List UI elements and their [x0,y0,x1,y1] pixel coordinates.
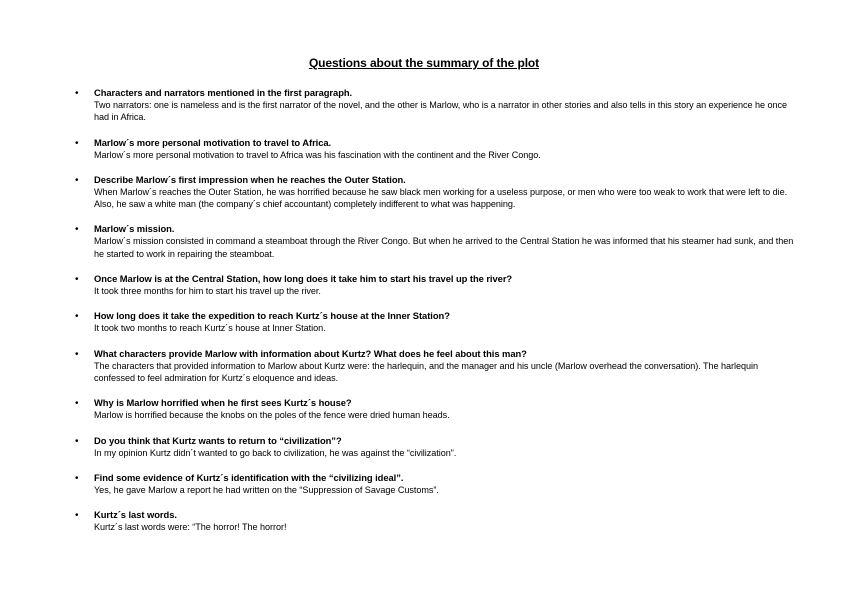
question-text: What characters provide Marlow with information about Kurtz? What does he feel about this man? [94,347,527,359]
question-text: Kurtz´s last words. [94,509,177,521]
answer-text: Yes, he gave Marlow a report he had written on the “Suppression of Savage Customs”. [94,484,439,495]
question-text: Once Marlow is at the Central Station, how long does it take him to start his travel up the river? [94,273,513,285]
question-item [0,174,794,211]
question-text: Marlow´s more personal motivation to travel to Africa. [94,136,332,148]
bullet-icon: • [75,472,79,484]
question-text: Characters and narrators mentioned in the first paragraph. [94,87,353,98]
bullet-icon: • [75,174,79,186]
bullet-icon: • [75,510,79,522]
question-item [0,137,794,161]
question-text: Marlow´s mission. [94,223,175,235]
answer-text: The characters that provided information to Marlow about Kurtz were: the harlequin, and the manager and his uncle (Marlow overhead the conversation). The harlequin confessed to feel admiration for Kurtz´s eloquence and ideas. [94,360,758,383]
bullet-icon: • [75,137,79,149]
question-item [0,348,794,385]
answer-text: Marlow´s mission consisted in command a steamboat through the River Congo. But when he arrived to the Central Station he was informed that his steamer had sunk, and then he started to work in repairing the steamboat. [94,236,794,259]
question-item [0,87,794,124]
question-item [0,509,794,533]
question-item [0,397,794,421]
question-list [0,87,794,546]
answer-text: When Marlow´s reaches the Outer Station, he was horrified because he saw black men working for a useless purpose, or men who were too weak to work that were left to die. Also, he saw a white man (the company´s chief accountant) completely indifferent to what was happening. [94,186,788,210]
answer-text: Marlow´s more personal motivation to travel to Africa was his fascination with the continent and the River Congo. [94,149,541,160]
question-text: Why is Marlow horrified when he first sees Kurtz´s house? [94,397,352,409]
question-item [0,435,794,459]
answer-text: Kurtz´s last words were: “The horror! The horror! [94,522,287,533]
question-text: Find some evidence of Kurtz´s identification with the “civilizing ideal”. [94,471,404,483]
page-title: Questions about the summary of the plot [308,56,540,70]
answer-text: It took two months to reach Kurtz´s house at Inner Station. [94,323,326,334]
question-text: Describe Marlow´s first impression when he reaches the Outer Station. [94,173,406,185]
answer-text: In my opinion Kurtz didn´t wanted to go back to civilization, he was against the “civilization”. [94,447,457,458]
question-item [0,472,794,496]
bullet-icon: • [75,348,79,360]
bullet-icon: • [75,88,79,99]
question-text: How long does it take the expedition to reach Kurtz´s house at the Inner Station? [94,310,450,322]
question-item [0,273,794,297]
bullet-icon: • [75,398,79,410]
bullet-icon: • [75,435,79,447]
question-text: Do you think that Kurtz wants to return to “civilization”? [94,434,342,446]
bullet-icon: • [75,274,79,286]
answer-text: It took three months for him to start his travel up the river. [94,286,321,297]
question-item [0,310,794,334]
answer-text: Marlow is horrified because the knobs on the poles of the fence were dried human heads. [94,410,450,421]
bullet-icon: • [75,224,79,236]
bullet-icon: • [75,311,79,323]
question-item [0,223,794,260]
answer-text: Two narrators: one is nameless and is the first narrator of the novel, and the other is Marlow, who is a narrator in other stories and also tells in this story an experience he once had in Africa. [94,100,788,123]
